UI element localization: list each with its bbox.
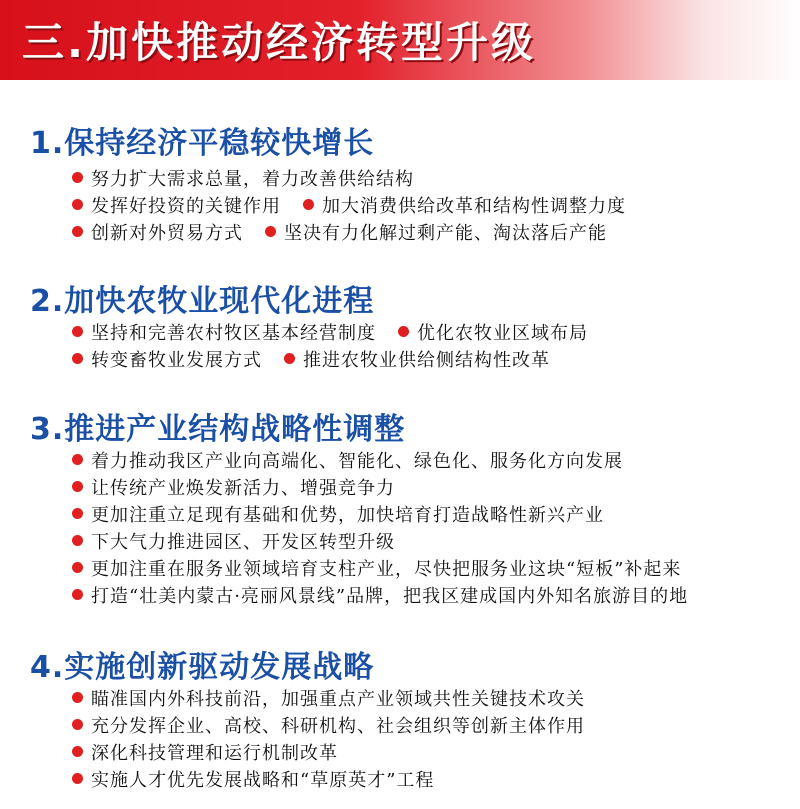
bullet-item <box>265 219 607 245</box>
bullet-item <box>398 319 588 345</box>
bullet-dot-icon <box>265 226 276 237</box>
bullet-dot-icon <box>303 199 314 210</box>
bullet-list <box>72 446 710 608</box>
bullet-text: 创新对外贸易方式 <box>91 222 243 244</box>
section-banner <box>0 0 800 80</box>
bullet-item <box>72 582 688 608</box>
bullet-row <box>72 446 710 473</box>
bullet-item <box>72 346 262 372</box>
banner-title: 三.加快推动经济转型升级 <box>22 18 536 67</box>
bullet-text: 瞄准国内外科技前沿，加强重点产业领域共性关键技术攻关 <box>91 688 585 710</box>
bullet-row <box>72 500 710 527</box>
bullet-text: 努力扩大需求总量，着力改善供给结构 <box>91 168 414 190</box>
bullet-dot-icon <box>72 199 83 210</box>
bullet-text: 加大消费供给改革和结构性调整力度 <box>322 195 626 217</box>
bullet-text: 实施人才优先发展战略和“草原英才”工程 <box>91 769 435 791</box>
section-title: 3.推进产业结构战略性调整 <box>30 412 406 447</box>
bullet-text: 发挥好投资的关键作用 <box>91 195 281 217</box>
bullet-text: 推进农牧业供给侧结构性改革 <box>303 349 550 371</box>
bullet-dot-icon <box>72 172 83 183</box>
bullet-text: 优化农牧业区域布局 <box>417 322 588 344</box>
bullet-row <box>72 765 607 792</box>
bullet-item <box>72 192 281 218</box>
bullet-dot-icon <box>72 326 83 337</box>
bullet-text: 转变畜牧业发展方式 <box>91 349 262 371</box>
section-title: 4.实施创新驱动发展战略 <box>30 650 375 685</box>
bullet-row <box>72 738 607 765</box>
bullet-dot-icon <box>72 353 83 364</box>
bullet-dot-icon <box>72 589 83 600</box>
bullet-dot-icon <box>72 562 83 573</box>
bullet-dot-icon <box>72 719 83 730</box>
bullet-item <box>72 528 395 554</box>
bullet-item <box>72 165 414 191</box>
bullet-item <box>72 219 243 245</box>
bullet-item <box>303 192 626 218</box>
bullet-dot-icon <box>72 535 83 546</box>
bullet-row <box>72 164 648 191</box>
bullet-text: 让传统产业焕发新活力、增强竞争力 <box>91 477 395 499</box>
bullet-dot-icon <box>72 773 83 784</box>
bullet-dot-icon <box>72 692 83 703</box>
bullet-row <box>72 711 607 738</box>
bullet-list <box>72 164 648 245</box>
bullet-dot-icon <box>284 353 295 364</box>
bullet-row <box>72 473 710 500</box>
bullet-row <box>72 218 648 245</box>
bullet-row <box>72 318 610 345</box>
bullet-item <box>72 685 585 711</box>
bullet-item <box>72 319 376 345</box>
bullet-item <box>72 712 585 738</box>
bullet-text: 打造“壮美内蒙古·亮丽风景线”品牌，把我区建成国内外知名旅游目的地 <box>91 585 689 607</box>
bullet-dot-icon <box>72 226 83 237</box>
bullet-row <box>72 554 710 581</box>
bullet-list <box>72 684 607 792</box>
bullet-item <box>72 447 623 473</box>
bullet-text: 坚决有力化解过剩产能、淘汰落后产能 <box>284 222 607 244</box>
bullet-dot-icon <box>398 326 409 337</box>
bullet-text: 深化科技管理和运行机制改革 <box>91 742 338 764</box>
bullet-text: 下大气力推进园区、开发区转型升级 <box>91 531 395 553</box>
section-title: 1.保持经济平稳较快增长 <box>30 126 375 161</box>
bullet-row <box>72 191 648 218</box>
bullet-row <box>72 684 607 711</box>
section-title: 2.加快农牧业现代化进程 <box>30 284 375 319</box>
bullet-text: 坚持和完善农村牧区基本经营制度 <box>91 322 376 344</box>
bullet-item <box>72 555 681 581</box>
bullet-item <box>72 474 395 500</box>
bullet-row <box>72 345 610 372</box>
bullet-list <box>72 318 610 372</box>
bullet-item <box>284 346 550 372</box>
bullet-text: 着力推动我区产业向高端化、智能化、绿色化、服务化方向发展 <box>91 450 623 472</box>
bullet-row <box>72 527 710 554</box>
bullet-row <box>72 581 710 608</box>
bullet-text: 充分发挥企业、高校、科研机构、社会组织等创新主体作用 <box>91 715 585 737</box>
bullet-item <box>72 766 434 792</box>
bullet-text: 更加注重立足现有基础和优势，加快培育打造战略性新兴产业 <box>91 504 604 526</box>
bullet-item <box>72 739 338 765</box>
bullet-text: 更加注重在服务业领域培育支柱产业，尽快把服务业这块“短板”补起来 <box>91 558 682 580</box>
bullet-dot-icon <box>72 746 83 757</box>
bullet-dot-icon <box>72 454 83 465</box>
bullet-item <box>72 501 604 527</box>
bullet-dot-icon <box>72 508 83 519</box>
bullet-dot-icon <box>72 481 83 492</box>
